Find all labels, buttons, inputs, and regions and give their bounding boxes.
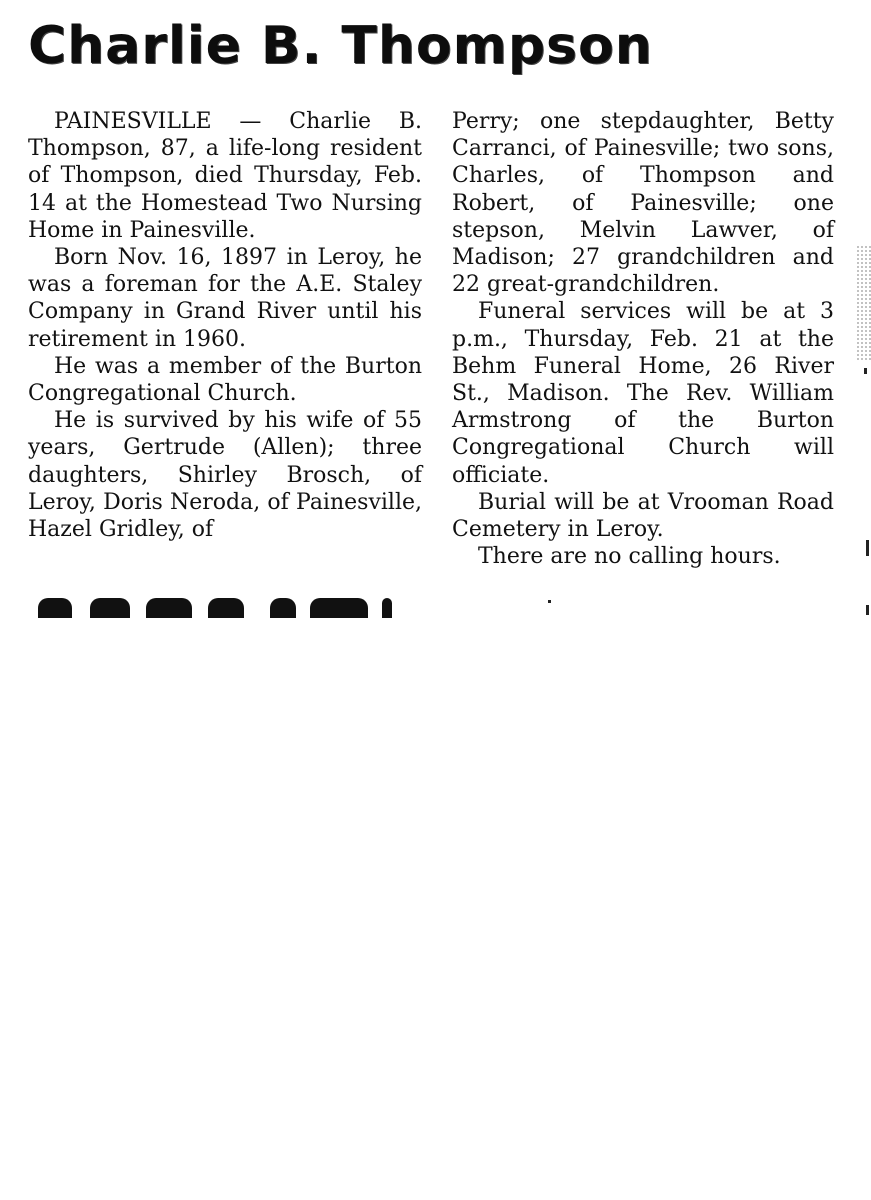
paragraph-burial: Burial will be at Vrooman Road Cemetery in Leroy.	[452, 489, 834, 543]
paragraph-survivors-continued: Perry; one stepdaughter, Betty Carranci, of Painesville; two sons, Charles, of Thompson and Robert, of Painesville; one stepson, Melvin Lawver, of Madison; 27 grandchildren and 22 great-grandchildren.	[452, 109, 834, 298]
obituary-headline: Charlie B. Thompson	[28, 16, 653, 76]
paragraph-birth-career: Born Nov. 16, 1897 in Leroy, he was a foreman for the A.E. Staley Company in Grand River until his retirement in 1960.	[28, 245, 422, 352]
scan-edge-noise	[856, 245, 871, 360]
scan-edge-speck	[864, 368, 867, 374]
paragraph-funeral-services: Funeral services will be at 3 p.m., Thursday, Feb. 21 at the Behm Funeral Home, 26 River St., Madison. The Rev. William Armstrong of the Burton Congregational Church will officiate.	[452, 299, 834, 488]
next-clipping-headline-fragment	[38, 598, 408, 618]
paragraph-church-membership: He was a member of the Burton Congregational Church.	[28, 353, 422, 407]
scan-edge-speck	[866, 605, 869, 615]
paragraph-calling-hours: There are no calling hours.	[478, 544, 781, 570]
scan-edge-speck	[866, 540, 869, 556]
paragraph-death-notice: PAINESVILLE — Charlie B. Thompson, 87, a life-long resident of Thompson, died Thursday, Feb. 14 at the Homestead Two Nursing Home in Painesville.	[28, 109, 422, 243]
scan-speck	[548, 600, 551, 603]
paragraph-survivors: He is survived by his wife of 55 years, Gertrude (Allen); three daughters, Shirley Brosch, of Leroy, Doris Neroda, of Painesville, Hazel Gridley, of	[28, 408, 422, 543]
obituary-right-column	[452, 108, 834, 570]
obituary-left-column	[28, 108, 422, 543]
